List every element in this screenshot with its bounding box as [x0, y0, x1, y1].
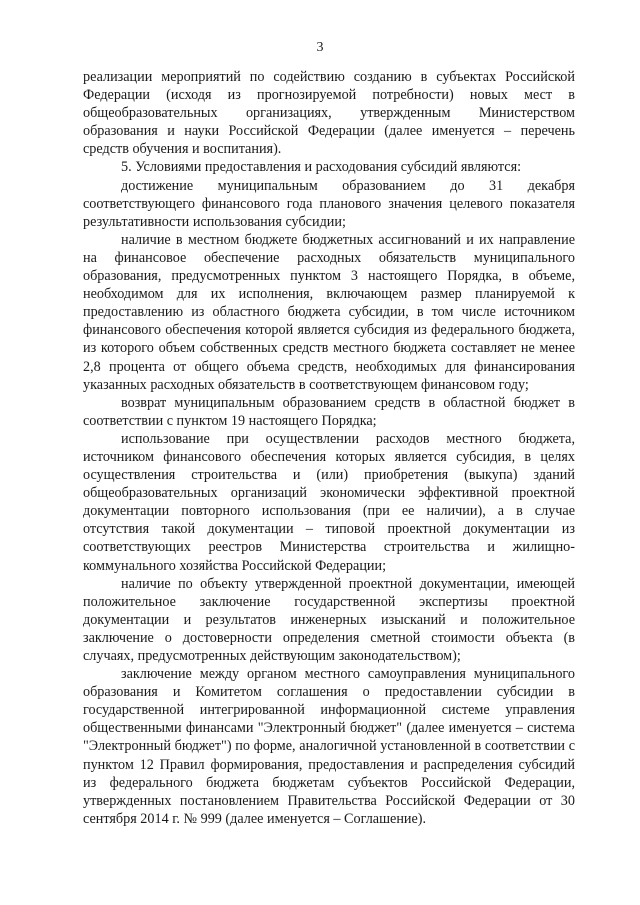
paragraph-5: возврат муниципальным образованием средств в областной бюджет в соответствии с пунктом 19 настоящего Порядка; [83, 394, 575, 429]
paragraph-7: наличие по объекту утвержденной проектной документации, имеющей положительное заключение государственной экспертизы проектной документации и результатов инженерных изысканий и положительное заключение о достоверности определения сметной стоимости объекта (в случаях, предусмотренных действующим законодательством); [83, 575, 575, 664]
paragraph-2: 5. Условиями предоставления и расходования субсидий являются: [121, 159, 522, 176]
paragraph-8: заключение между органом местного самоуправления муниципального образования и Комитетом соглашения о предоставлении субсидии в государственной интегрированной информационной системе управления общественными финансами "Электронный бюджет" (далее именуется – система "Электронный бюджет") по форме, аналогичной установленной в соответствии с пунктом 12 Правил формирования, предоставления и распределения субсидий из федерального бюджета бюджетам субъектов Российской Федерации, утвержденных постановлением Правительства Российской Федерации от 30 сентября 2014 г. № 999 (далее именуется – Соглашение). [83, 666, 575, 827]
paragraph-1: реализации мероприятий по содействию созданию в субъектах Российской Федерации (исходя из прогнозируемой потребности) новых мест в общеобразовательных организациях, утвержденным Министерством образования и науки Российской Федерации (далее именуется – перечень средств обучения и воспитания). [83, 69, 575, 158]
paragraph-4: наличие в местном бюджете бюджетных ассигнований и их направление на финансовое обеспечение расходных обязательств муниципального образования, предусмотренных пунктом 3 настоящего Порядка, в объеме, необходимом для их исполнения, включающем размер планируемой к предоставлению из областного бюджета субсидии, в том числе источником финансового обеспечения которой является субсидия из федерального бюджета, из которого объем собственных средств местного бюджета составляет не менее 2,8 процента от общего объема средств, необходимых для финансирования указанных расходных обязательств в соответствующем финансовом году; [83, 231, 575, 393]
paragraph-3: достижение муниципальным образованием до 31 декабря соответствующего финансового года планового значения целевого показателя результативности использования субсидии; [83, 177, 575, 230]
document-body [83, 68, 575, 828]
paragraph-6: использование при осуществлении расходов местного бюджета, источником финансового обеспечения которых является субсидия, в целях осуществления строительства и (или) приобретения (выкупа) зданий общеобразовательных организаций экономически эффективной проектной документации повторного использования (при ее наличии), а в случае отсутствия такой документации – типовой проектной документации из соответствующих реестров Министерства строительства и жилищно-коммунального хозяйства Российской Федерации; [83, 430, 575, 574]
page-number: 3 [316, 40, 324, 55]
